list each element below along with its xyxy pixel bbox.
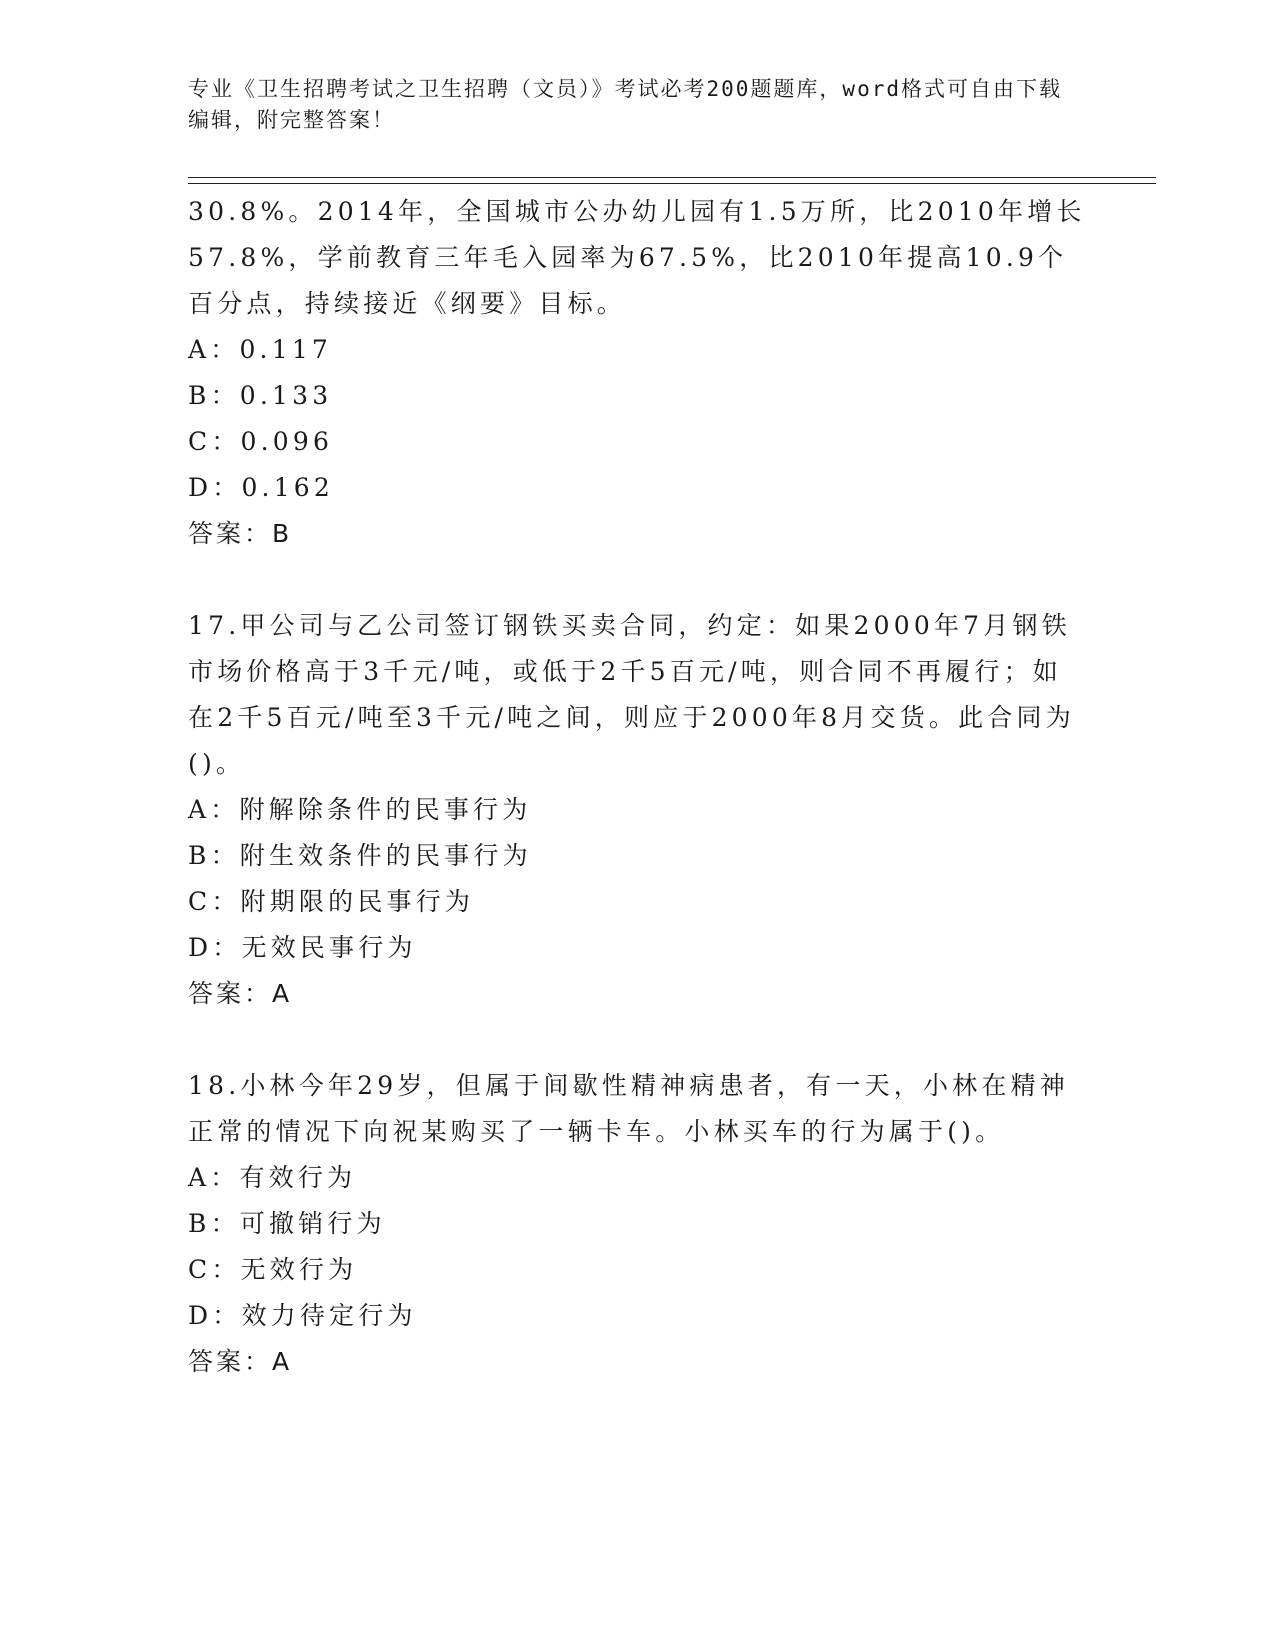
question-17-option-c: C：附期限的民事行为 xyxy=(188,887,475,916)
question-16-option-b: B：0.133 xyxy=(188,381,333,410)
question-16-answer: 答案：B xyxy=(188,519,293,548)
header-divider-bottom xyxy=(188,183,1156,184)
question-16-block xyxy=(188,189,1088,557)
spacer xyxy=(188,1017,1088,1063)
question-16-option-d: D：0.162 xyxy=(188,473,335,502)
question-17-option-b: B：附生效条件的民事行为 xyxy=(188,841,532,870)
document-header xyxy=(188,74,1068,136)
question-18-option-b: B：可撤销行为 xyxy=(188,1209,386,1238)
question-17-answer: 答案：A xyxy=(188,979,293,1008)
question-17-option-d: D：无效民事行为 xyxy=(188,933,417,962)
question-17-option-a: A：附解除条件的民事行为 xyxy=(188,795,532,824)
question-18-option-d: D：效力待定行为 xyxy=(188,1301,417,1330)
question-18-text: 18.小林今年29岁，但属于间歇性精神病患者，有一天，小林在精神正常的情况下向祝某购买了一辆卡车。小林买车的行为属于()。 xyxy=(188,1071,1069,1146)
question-18-option-a: A：有效行为 xyxy=(188,1163,357,1192)
question-18-block xyxy=(188,1063,1088,1385)
spacer xyxy=(188,557,1088,603)
header-title: 专业《卫生招聘考试之卫生招聘（文员）》考试必考200题题库，word格式可自由下载编辑，附完整答案！ xyxy=(188,77,1062,132)
question-17-block xyxy=(188,603,1088,1017)
question-16-option-c: C：0.096 xyxy=(188,427,334,456)
document-body xyxy=(188,189,1088,1385)
question-16-option-a: A：0.117 xyxy=(188,335,333,364)
question-17-text: 17.甲公司与乙公司签订钢铁买卖合同，约定：如果2000年7月钢铁市场价格高于3千元/吨，或低于2千5百元/吨，则合同不再履行；如在2千5百元/吨至3千元/吨之间，则应于2000年8月交货。此合同为()。 xyxy=(188,611,1075,778)
header-divider-top xyxy=(188,177,1156,178)
question-18-answer: 答案：A xyxy=(188,1347,293,1376)
question-16-text: 30.8%。2014年，全国城市公办幼儿园有1.5万所，比2010年增长57.8%，学前教育三年毛入园率为67.5%，比2010年提高10.9个百分点，持续接近《纲要》目标。 xyxy=(188,197,1086,318)
question-18-option-c: C：无效行为 xyxy=(188,1255,358,1284)
